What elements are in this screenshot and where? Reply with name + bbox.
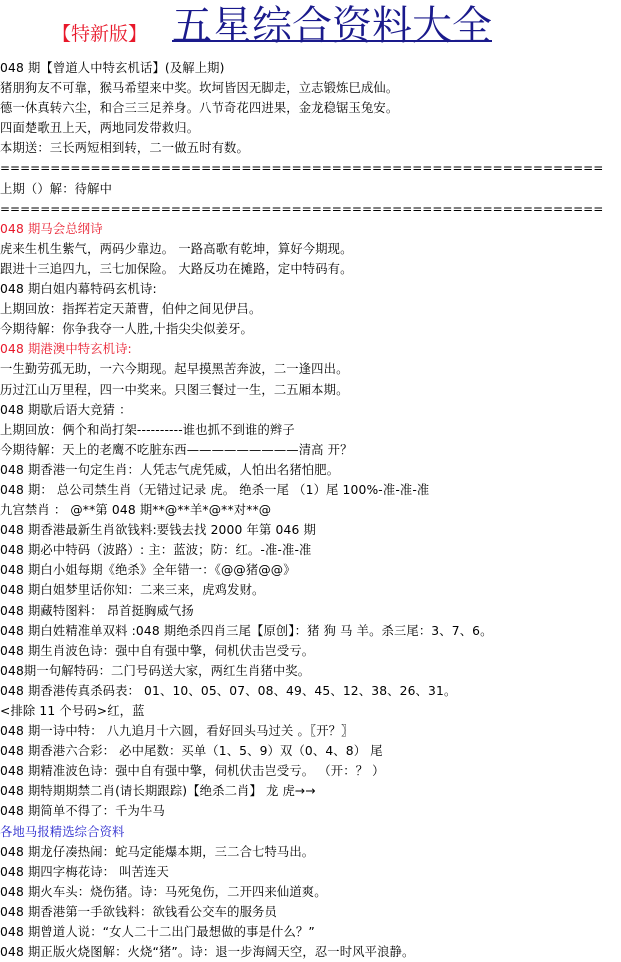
text-line: 048 期藏特图料： 昂首挺胸威气扬 [0,603,194,618]
text-line: 048 期必中特码（波路）: 主：蓝波；防：红。-准-准-准 [0,543,312,558]
text-line: 历过江山万里程，四一中奖来。只图三餐过一生，二五厢本期。 [0,382,349,397]
text-line: 德一休真转六尘，和合三三足养身。八节奇花四进果，金龙稳锯玉兔安。 [0,101,399,116]
text-line: 048 期香港六合彩： 必中尾数：买单（1、5、9）双（0、4、8） 尾 [0,744,383,759]
text-line: 048 期歇后语大竞猜 ： [0,402,132,417]
text-line: 上期回放：俩个和尚打架----------谁也抓不到谁的辫子 [0,422,295,437]
text-line: 今期待解：你争我夺一人胜,十指尖尖似姜牙。 [0,322,253,337]
edition-badge: 【特新版】 [52,23,148,45]
text-line: 四面楚歌丑上天，两地同发带救归。 [0,121,200,136]
text-line: 048 期白小姐每期《绝杀》全年错一：《@@猪@@》 [0,563,296,578]
text-line: 048 期生肖波色诗：强中自有强中擎，伺机伏击岂受亏。 [0,643,315,658]
text-line: 跟进十三追四九，三七加保险。 大路反功在摊路，定中特码有。 [0,261,353,276]
text-line: 上期回放：指挥若定天萧曹，伯仲之间见伊吕。 [0,302,262,317]
content-lines [0,58,621,962]
text-line: 048 期四字梅花诗： 叫苦连天 [0,864,169,879]
text-line: 048 期正版火烧图解：火烧“猪”。诗：退一步海阔天空，忍一时风平浪静。 [0,945,415,960]
text-line: 048 期曾道人说：“女人二十二出门最想做的事是什么？” [0,925,315,940]
page-header [0,0,621,58]
text-line: 048 期马会总纲诗 [0,221,103,236]
separator-line: ============================================================ [0,201,604,216]
text-line: 九宫禁肖 ： @**第 048 期**@**羊*@**对**@ [0,503,272,518]
text-line: 048 期白姐梦里话你知：二来三来，虎鸡发财。 [0,583,265,598]
text-line: <排除 11 个号码>红，蓝 [0,704,145,718]
text-line: 猪朋狗友不可靠，猴马希望来中奖。坎坷皆因无脚走，立志锻炼巳成仙。 [0,81,399,96]
text-line: 一生勤劳孤无助，一六今期现。起早摸黑苦奔波，二一逢四出。 [0,362,349,377]
text-line: 048期一句解特码：二门号码送大家，两红生肖猪中奖。 [0,663,311,678]
text-line: 048 期白姐内幕特码玄机诗: [0,282,157,297]
text-line: 048 期港澳中特玄机诗: [0,342,132,357]
text-line: 048 期一诗中特： 八九追月十六圆，看好回头马过关 。〖开？〗 [0,724,354,739]
text-line: 048 期简单不得了：千为牛马 [0,804,165,819]
text-line: 048 期火车头：烧伤猪。诗：马死兔伤，二开四来仙道爽。 [0,884,327,899]
text-line: 048 期香港一句定生肖：人凭志气虎凭威，人怕出名猪怕肥。 [0,462,340,477]
text-line: 048 期香港传真杀码表： 01、10、05、07、08、49、45、12、38、26、31。 [0,683,457,698]
text-line: 048 期香港第一手欲钱料：欲钱看公交车的服务员 [0,904,277,919]
text-line: 今期待解：天上的老鹰不吃脏东西—————————清高 开？ [0,442,353,457]
text-line: 048 期： 总公司禁生肖（无错过记录 虎。 绝杀一尾 （1）尾 100%-准-准-准 [0,482,430,497]
text-line: 048 期特期期禁二肖(请长期跟踪)【绝杀二肖】 龙 虎→→ [0,784,316,799]
text-line: 各地马报精选综合资料 [0,824,125,839]
text-line: 048 期【曾道人中特玄机话】(及解上期) [0,61,225,75]
text-line: 048 期白姓精准单双料 :048 期绝杀四肖三尾【原创】：猪 狗 马 羊。杀三尾：3、7、6。 [0,623,493,638]
text-line: 048 期龙仔凑热闹：蛇马定能爆本期，三二合七特马出。 [0,844,315,859]
page-title: 五星综合资料大全 [172,3,492,49]
text-line: 虎来生机生紫气，两码少靠边。 一路高歌有乾坤，算好今期现。 [0,241,353,256]
text-line: 本期送：三长两短相到转，二一做五时有数。 [0,141,249,156]
separator-line: ============================================================ [0,161,604,176]
text-line: 上期（）解：待解中 [0,181,113,196]
text-line: 048 期精准波色诗：强中自有强中擎，伺机伏击岂受亏。 （开：？ ） [0,764,385,779]
text-line: 048 期香港最新生肖欲钱料:要钱去找 2000 年第 046 期 [0,523,316,538]
